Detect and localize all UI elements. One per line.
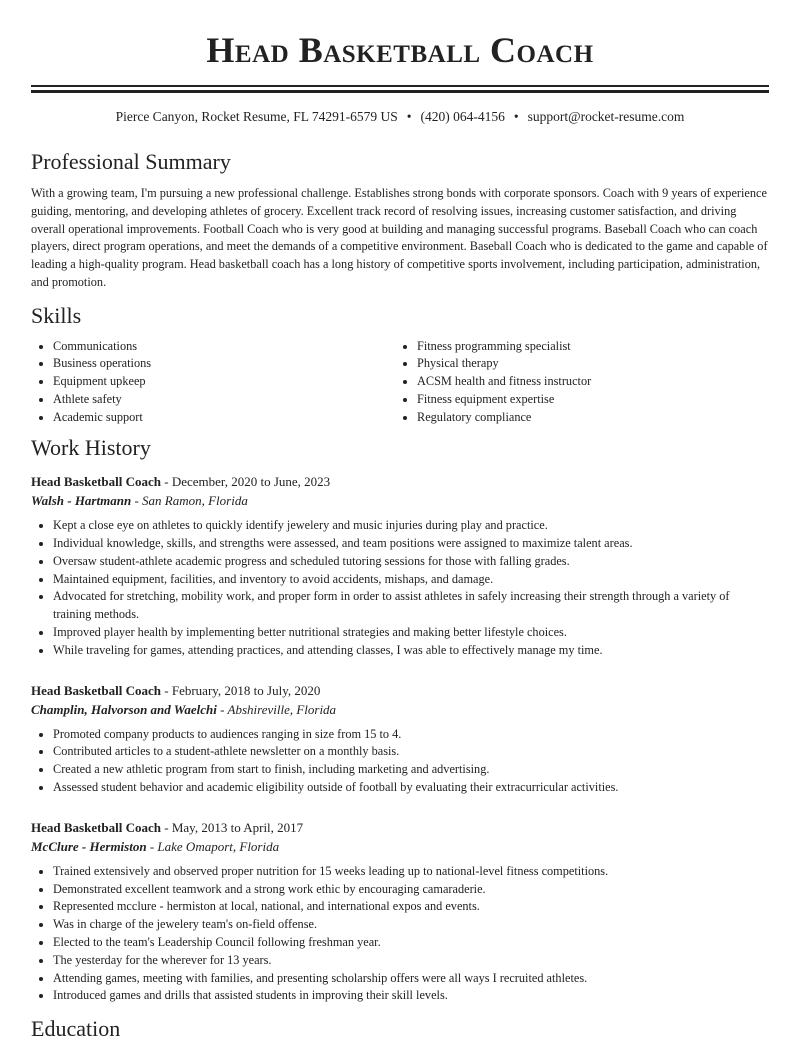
skills-heading: Skills — [31, 302, 82, 328]
job-bullet: • While traveling for games, attending practices, and attending classes, I was able to effectively manage my time. — [53, 642, 769, 660]
job-location: - San Ramon, Florida — [131, 493, 248, 509]
job-dates: - December, 2020 to June, 2023 — [161, 474, 331, 490]
contact-email[interactable]: support@rocket-resume.com — [527, 109, 685, 124]
resume-page — [31, 0, 769, 1043]
job-bullet: • Was in charge of the jewelery team's on-field offense. — [53, 916, 769, 934]
job-bullet: • Introduced games and drills that assisted students in improving their skill levels. — [53, 987, 769, 1005]
skill-item: • Academic support — [53, 409, 395, 427]
job-title: Head Basketball Coach — [31, 474, 162, 490]
summary-heading: Professional Summary — [31, 149, 231, 174]
job-bullet: • Individual knowledge, skills, and strengths were assessed, and team positions were assigned to maximize talent areas. — [53, 535, 769, 553]
skill-item: • Athlete safety — [53, 391, 395, 409]
job-title: Head Basketball Coach — [31, 682, 162, 698]
education-heading: Education — [31, 1016, 121, 1042]
skill-item: • Equipment upkeep — [53, 373, 395, 391]
job-bullet: • Kept a close eye on athletes to quickly identify jewelery and music injuries during play and practice. — [53, 517, 769, 535]
job-bullet: • Advocated for stretching, mobility work, and proper form in order to assist athletes in safely increasing their strength through a variety of training methods. — [53, 588, 769, 624]
summary-text: With a growing team, I'm pursuing a new professional challenge. Establishes strong bonds with corporate sponsors. Coach with 9 years of experience guiding, mentoring, and developing athletes of grocery. Excellent track record of resolving issues, increasing customer satisfaction, and driving overall operational improvements. Football Coach who is very good at building and managing successful programs. Baseball Coach who can coach players, direct program operations, and meet the demands of a competitive environment. Baseball Coach who is dedicated to the game and capable of leading a high-quality program. Head basketball coach has a long history of competitive sports involvement, including participation, administration, and promotion. — [31, 186, 768, 289]
employer-line — [31, 491, 769, 510]
employer-line — [31, 837, 769, 856]
job-bullets — [31, 726, 769, 797]
work-history-heading: Work History — [31, 435, 151, 461]
job-entry — [31, 472, 769, 659]
job-bullet: • Demonstrated excellent teamwork and a strong work ethic by encouraging camaraderie. — [53, 881, 769, 899]
contact-phone[interactable]: (420) 064-4156 — [420, 109, 505, 124]
job-bullet: • Assessed student behavior and academic eligibility outside of football by evaluating their extracurricular activities. — [53, 779, 769, 797]
job-bullets — [31, 863, 769, 1005]
skill-item: • Communications — [53, 338, 395, 356]
skills-list — [31, 338, 769, 427]
header-divider — [31, 85, 769, 93]
job-bullet: • Promoted company products to audiences ranging in size from 15 to 4. — [53, 726, 769, 744]
job-dates: - February, 2018 to July, 2020 — [161, 682, 321, 698]
job-bullet: • Created a new athletic program from start to finish, including marketing and advertising. — [53, 761, 769, 779]
job-bullet: • The yesterday for the wherever for 13 years. — [53, 952, 769, 970]
job-bullet: • Attending games, meeting with families, and presenting scholarship offers were all ways I recruited athletes. — [53, 970, 769, 988]
job-location: - Lake Omaport, Florida — [146, 838, 280, 854]
job-bullet: • Oversaw student-athlete academic progress and scheduled tutoring sessions for those with falling grades. — [53, 553, 769, 571]
candidate-name: Head Basketball Coach — [206, 30, 594, 70]
job-bullets — [31, 517, 769, 659]
skills-column-left — [31, 338, 395, 427]
job-title-line — [31, 681, 769, 700]
job-title-line — [31, 818, 769, 837]
employer-name: Champlin, Halvorson and Waelchi — [31, 701, 217, 717]
job-bullet: • Contributed articles to a student-athlete newsletter on a monthly basis. — [53, 743, 769, 761]
job-bullet: • Maintained equipment, facilities, and inventory to avoid accidents, mishaps, and damage. — [53, 571, 769, 589]
contact-line — [31, 107, 769, 127]
skill-item: • ACSM health and fitness instructor — [417, 373, 759, 391]
job-bullet: • Improved player health by implementing better nutritional strategies and making better lifestyle choices. — [53, 624, 769, 642]
contact-separator: • — [513, 109, 519, 124]
employer-line — [31, 700, 769, 719]
job-title: Head Basketball Coach — [31, 819, 162, 835]
contact-address: Pierce Canyon, Rocket Resume, FL 74291-6579 US — [115, 109, 398, 124]
skill-item: • Fitness programming specialist — [417, 338, 759, 356]
skill-item: • Physical therapy — [417, 355, 759, 373]
job-entry — [31, 681, 769, 797]
employer-name: Walsh - Hartmann — [31, 493, 132, 509]
contact-separator: • — [406, 109, 412, 124]
skills-column-right — [395, 338, 759, 427]
job-dates: - May, 2013 to April, 2017 — [161, 819, 304, 835]
skill-item: • Business operations — [53, 355, 395, 373]
employer-name: McClure - Hermiston — [31, 838, 147, 854]
job-bullet: • Elected to the team's Leadership Council following freshman year. — [53, 934, 769, 952]
job-bullet: • Trained extensively and observed proper nutrition for 15 weeks leading up to national-level fitness competitions. — [53, 863, 769, 881]
job-bullet: • Represented mcclure - hermiston at local, national, and international expos and events. — [53, 898, 769, 916]
job-location: - Abshireville, Florida — [216, 701, 337, 717]
skill-item: • Fitness equipment expertise — [417, 391, 759, 409]
job-entry — [31, 818, 769, 1005]
skill-item: • Regulatory compliance — [417, 409, 759, 427]
job-title-line — [31, 472, 769, 491]
